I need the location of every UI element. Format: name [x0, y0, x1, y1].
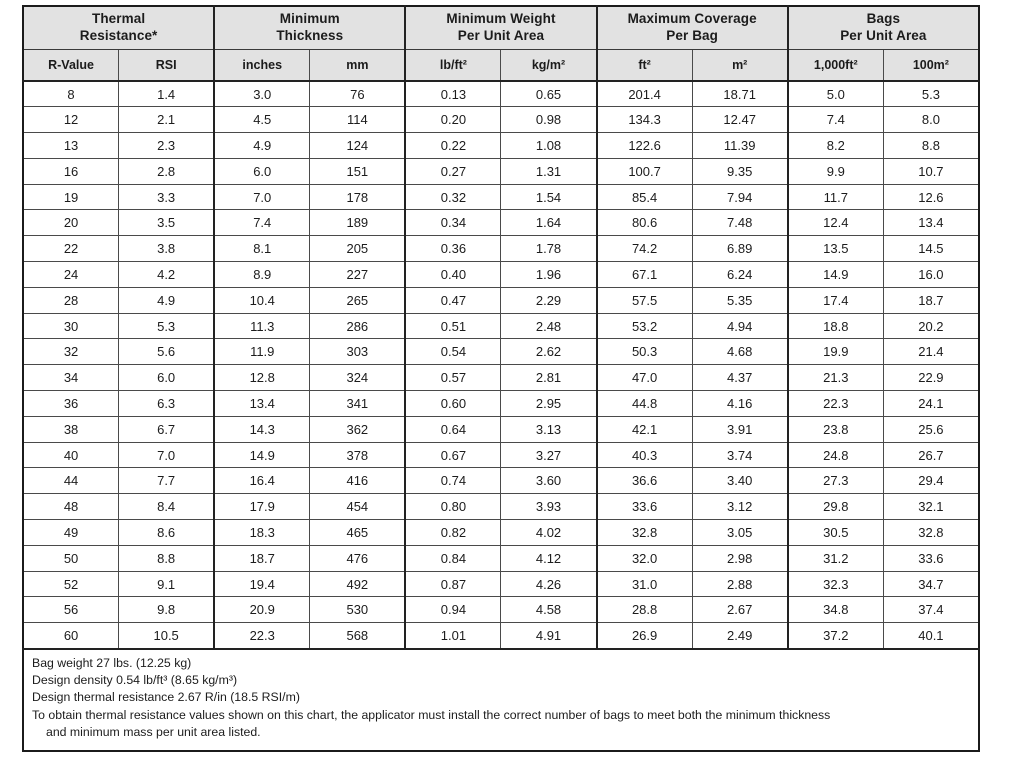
cell: 8.0 — [883, 107, 979, 133]
table-row — [23, 210, 979, 236]
cell: 4.2 — [119, 262, 215, 288]
cell: 49 — [23, 520, 119, 546]
cell: 0.13 — [405, 81, 501, 107]
cell: 4.9 — [214, 133, 310, 159]
cell: 47.0 — [597, 365, 693, 391]
cell: 0.27 — [405, 158, 501, 184]
cell: 476 — [310, 545, 406, 571]
cell: 34 — [23, 365, 119, 391]
cell: 0.34 — [405, 210, 501, 236]
cell: 1.4 — [119, 81, 215, 107]
cell: 2.62 — [501, 339, 597, 365]
cell: 0.20 — [405, 107, 501, 133]
cell: 10.7 — [883, 158, 979, 184]
cell: 2.81 — [501, 365, 597, 391]
cell: 33.6 — [883, 545, 979, 571]
cell: 9.1 — [119, 571, 215, 597]
column-group-maximum-coverage — [597, 6, 788, 49]
cell: 0.84 — [405, 545, 501, 571]
group-label-line: Minimum Weight — [446, 10, 556, 26]
group-label-line: Thermal — [91, 10, 146, 26]
cell: 40.1 — [883, 623, 979, 649]
cell: 8.8 — [883, 133, 979, 159]
column-header-1000ft2: 1,000ft² — [788, 49, 884, 81]
cell: 0.98 — [501, 107, 597, 133]
cell: 30.5 — [788, 520, 884, 546]
cell: 286 — [310, 313, 406, 339]
cell: 0.94 — [405, 597, 501, 623]
cell: 5.3 — [883, 81, 979, 107]
cell: 80.6 — [597, 210, 693, 236]
table-header — [23, 6, 979, 81]
cell: 416 — [310, 468, 406, 494]
cell: 3.93 — [501, 494, 597, 520]
cell: 6.24 — [692, 262, 788, 288]
cell: 32.8 — [883, 520, 979, 546]
cell: 4.16 — [692, 391, 788, 417]
table-row — [23, 313, 979, 339]
cell: 2.29 — [501, 287, 597, 313]
cell: 0.60 — [405, 391, 501, 417]
cell: 8.4 — [119, 494, 215, 520]
cell: 4.94 — [692, 313, 788, 339]
table-row — [23, 571, 979, 597]
table-row — [23, 442, 979, 468]
cell: 5.3 — [119, 313, 215, 339]
cell: 18.7 — [883, 287, 979, 313]
cell: 5.0 — [788, 81, 884, 107]
cell: 40 — [23, 442, 119, 468]
cell: 7.4 — [788, 107, 884, 133]
cell: 32 — [23, 339, 119, 365]
cell: 0.67 — [405, 442, 501, 468]
cell: 38 — [23, 416, 119, 442]
cell: 3.0 — [214, 81, 310, 107]
cell: 2.49 — [692, 623, 788, 649]
cell: 42.1 — [597, 416, 693, 442]
table-row — [23, 494, 979, 520]
group-label-line: Per Bag — [666, 27, 719, 43]
cell: 3.60 — [501, 468, 597, 494]
cell: 3.3 — [119, 184, 215, 210]
cell: 53.2 — [597, 313, 693, 339]
cell: 40.3 — [597, 442, 693, 468]
table-row — [23, 520, 979, 546]
cell: 6.89 — [692, 236, 788, 262]
cell: 2.95 — [501, 391, 597, 417]
table-row — [23, 133, 979, 159]
cell: 22.9 — [883, 365, 979, 391]
cell: 122.6 — [597, 133, 693, 159]
column-group-bags-per-unit-area — [788, 6, 979, 49]
cell: 341 — [310, 391, 406, 417]
cell: 31.0 — [597, 571, 693, 597]
cell: 100.7 — [597, 158, 693, 184]
cell: 57.5 — [597, 287, 693, 313]
cell: 3.91 — [692, 416, 788, 442]
cell: 24 — [23, 262, 119, 288]
cell: 4.91 — [501, 623, 597, 649]
cell: 37.2 — [788, 623, 884, 649]
cell: 56 — [23, 597, 119, 623]
cell: 24.8 — [788, 442, 884, 468]
cell: 1.54 — [501, 184, 597, 210]
table-row — [23, 184, 979, 210]
group-label-line: Thickness — [276, 27, 344, 43]
table-row — [23, 81, 979, 107]
cell: 17.4 — [788, 287, 884, 313]
cell: 0.74 — [405, 468, 501, 494]
cell: 3.8 — [119, 236, 215, 262]
cell: 6.0 — [214, 158, 310, 184]
cell: 8.9 — [214, 262, 310, 288]
cell: 4.9 — [119, 287, 215, 313]
cell: 530 — [310, 597, 406, 623]
cell: 492 — [310, 571, 406, 597]
cell: 8 — [23, 81, 119, 107]
cell: 36.6 — [597, 468, 693, 494]
cell: 14.9 — [788, 262, 884, 288]
column-header-rsi: RSI — [119, 49, 215, 81]
cell: 12.8 — [214, 365, 310, 391]
table-row — [23, 545, 979, 571]
cell: 6.7 — [119, 416, 215, 442]
cell: 134.3 — [597, 107, 693, 133]
table-row — [23, 158, 979, 184]
footnote-design-density: Design density 0.54 lb/ft³ (8.65 kg/m³) — [32, 672, 238, 687]
cell: 34.8 — [788, 597, 884, 623]
cell: 3.12 — [692, 494, 788, 520]
cell: 3.05 — [692, 520, 788, 546]
cell: 265 — [310, 287, 406, 313]
cell: 0.82 — [405, 520, 501, 546]
cell: 14.5 — [883, 236, 979, 262]
cell: 18.3 — [214, 520, 310, 546]
group-label-line: Maximum Coverage — [627, 10, 757, 26]
group-label-line: Minimum — [279, 10, 340, 26]
table-row — [23, 391, 979, 417]
cell: 5.6 — [119, 339, 215, 365]
column-header-ft2: ft² — [597, 49, 693, 81]
cell: 3.74 — [692, 442, 788, 468]
cell: 7.7 — [119, 468, 215, 494]
cell: 4.68 — [692, 339, 788, 365]
cell: 1.08 — [501, 133, 597, 159]
cell: 13 — [23, 133, 119, 159]
table-subheader-row — [23, 49, 979, 81]
cell: 0.32 — [405, 184, 501, 210]
table-row — [23, 623, 979, 649]
cell: 6.0 — [119, 365, 215, 391]
cell: 44 — [23, 468, 119, 494]
footnote-design-resistance: Design thermal resistance 2.67 R/in (18.5 RSI/m) — [32, 690, 300, 705]
cell: 2.8 — [119, 158, 215, 184]
group-label-line: Per Unit Area — [457, 27, 545, 43]
cell: 3.13 — [501, 416, 597, 442]
cell: 227 — [310, 262, 406, 288]
cell: 22 — [23, 236, 119, 262]
cell: 19 — [23, 184, 119, 210]
cell: 36 — [23, 391, 119, 417]
cell: 13.4 — [214, 391, 310, 417]
cell: 28.8 — [597, 597, 693, 623]
cell: 2.3 — [119, 133, 215, 159]
table-row — [23, 416, 979, 442]
column-group-minimum-weight — [405, 6, 596, 49]
cell: 10.5 — [119, 623, 215, 649]
table-row — [23, 236, 979, 262]
cell: 8.8 — [119, 545, 215, 571]
cell: 30 — [23, 313, 119, 339]
group-label-line: Resistance* — [79, 27, 158, 43]
cell: 11.9 — [214, 339, 310, 365]
table-row — [23, 365, 979, 391]
table-row — [23, 262, 979, 288]
column-header-inches: inches — [214, 49, 310, 81]
cell: 11.7 — [788, 184, 884, 210]
cell: 1.96 — [501, 262, 597, 288]
cell: 19.4 — [214, 571, 310, 597]
cell: 7.4 — [214, 210, 310, 236]
cell: 31.2 — [788, 545, 884, 571]
cell: 3.5 — [119, 210, 215, 236]
cell: 0.80 — [405, 494, 501, 520]
cell: 20.9 — [214, 597, 310, 623]
cell: 21.4 — [883, 339, 979, 365]
column-header-kg-m2: kg/m² — [501, 49, 597, 81]
cell: 465 — [310, 520, 406, 546]
cell: 16.4 — [214, 468, 310, 494]
cell: 568 — [310, 623, 406, 649]
cell: 4.02 — [501, 520, 597, 546]
cell: 9.8 — [119, 597, 215, 623]
cell: 3.27 — [501, 442, 597, 468]
cell: 7.48 — [692, 210, 788, 236]
cell: 0.54 — [405, 339, 501, 365]
cell: 3.40 — [692, 468, 788, 494]
table-row — [23, 107, 979, 133]
cell: 11.3 — [214, 313, 310, 339]
footnotes-cell — [23, 649, 979, 751]
cell: 85.4 — [597, 184, 693, 210]
cell: 18.71 — [692, 81, 788, 107]
cell: 9.9 — [788, 158, 884, 184]
table-row — [23, 287, 979, 313]
column-header-lb-ft2: lb/ft² — [405, 49, 501, 81]
footnote-instruction-line2: and minimum mass per unit area listed. — [46, 725, 261, 740]
cell: 44.8 — [597, 391, 693, 417]
cell: 303 — [310, 339, 406, 365]
group-label-line: Bags — [866, 10, 901, 26]
cell: 19.9 — [788, 339, 884, 365]
footnote-instruction-line1: To obtain thermal resistance values shown on this chart, the applicator must install the correct number of bags to meet both the minimum thickness — [32, 707, 831, 722]
cell: 189 — [310, 210, 406, 236]
column-header-100m2: 100m² — [883, 49, 979, 81]
column-group-thermal-resistance — [23, 6, 214, 49]
cell: 26.7 — [883, 442, 979, 468]
cell: 1.78 — [501, 236, 597, 262]
column-header-mm: mm — [310, 49, 406, 81]
cell: 22.3 — [788, 391, 884, 417]
cell: 7.0 — [214, 184, 310, 210]
cell: 67.1 — [597, 262, 693, 288]
cell: 5.35 — [692, 287, 788, 313]
cell: 0.47 — [405, 287, 501, 313]
cell: 1.31 — [501, 158, 597, 184]
cell: 16.0 — [883, 262, 979, 288]
cell: 0.36 — [405, 236, 501, 262]
cell: 0.40 — [405, 262, 501, 288]
cell: 324 — [310, 365, 406, 391]
cell: 4.58 — [501, 597, 597, 623]
cell: 201.4 — [597, 81, 693, 107]
cell: 37.4 — [883, 597, 979, 623]
cell: 0.51 — [405, 313, 501, 339]
cell: 0.57 — [405, 365, 501, 391]
cell: 12.6 — [883, 184, 979, 210]
coverage-table — [22, 5, 980, 752]
cell: 2.88 — [692, 571, 788, 597]
cell: 2.98 — [692, 545, 788, 571]
column-header-m2: m² — [692, 49, 788, 81]
cell: 114 — [310, 107, 406, 133]
cell: 8.2 — [788, 133, 884, 159]
cell: 4.12 — [501, 545, 597, 571]
cell: 17.9 — [214, 494, 310, 520]
cell: 24.1 — [883, 391, 979, 417]
cell: 28 — [23, 287, 119, 313]
cell: 4.37 — [692, 365, 788, 391]
cell: 34.7 — [883, 571, 979, 597]
cell: 27.3 — [788, 468, 884, 494]
cell: 14.3 — [214, 416, 310, 442]
cell: 454 — [310, 494, 406, 520]
cell: 22.3 — [214, 623, 310, 649]
cell: 18.7 — [214, 545, 310, 571]
cell: 124 — [310, 133, 406, 159]
cell: 76 — [310, 81, 406, 107]
cell: 178 — [310, 184, 406, 210]
cell: 60 — [23, 623, 119, 649]
footnote-bag-weight: Bag weight 27 lbs. (12.25 kg) — [32, 655, 192, 670]
cell: 13.5 — [788, 236, 884, 262]
cell: 1.64 — [501, 210, 597, 236]
cell: 7.94 — [692, 184, 788, 210]
cell: 7.0 — [119, 442, 215, 468]
cell: 50 — [23, 545, 119, 571]
table-row — [23, 597, 979, 623]
cell: 20 — [23, 210, 119, 236]
cell: 151 — [310, 158, 406, 184]
cell: 4.26 — [501, 571, 597, 597]
cell: 0.65 — [501, 81, 597, 107]
table-header-group-row — [23, 6, 979, 49]
table-row — [23, 468, 979, 494]
cell: 16 — [23, 158, 119, 184]
cell: 2.67 — [692, 597, 788, 623]
column-header-r-value: R-Value — [23, 49, 119, 81]
cell: 13.4 — [883, 210, 979, 236]
cell: 6.3 — [119, 391, 215, 417]
cell: 12 — [23, 107, 119, 133]
cell: 32.8 — [597, 520, 693, 546]
column-group-minimum-thickness — [214, 6, 405, 49]
cell: 205 — [310, 236, 406, 262]
cell: 0.87 — [405, 571, 501, 597]
cell: 12.47 — [692, 107, 788, 133]
cell: 8.1 — [214, 236, 310, 262]
cell: 8.6 — [119, 520, 215, 546]
cell: 32.0 — [597, 545, 693, 571]
table-footer — [23, 649, 979, 751]
cell: 50.3 — [597, 339, 693, 365]
cell: 0.22 — [405, 133, 501, 159]
cell: 18.8 — [788, 313, 884, 339]
table-row — [23, 339, 979, 365]
cell: 12.4 — [788, 210, 884, 236]
cell: 52 — [23, 571, 119, 597]
cell: 32.3 — [788, 571, 884, 597]
cell: 0.64 — [405, 416, 501, 442]
footnotes-row — [23, 649, 979, 751]
cell: 29.4 — [883, 468, 979, 494]
cell: 378 — [310, 442, 406, 468]
group-label-line: Per Unit Area — [840, 27, 927, 43]
cell: 10.4 — [214, 287, 310, 313]
cell: 2.1 — [119, 107, 215, 133]
cell: 4.5 — [214, 107, 310, 133]
cell: 48 — [23, 494, 119, 520]
cell: 23.8 — [788, 416, 884, 442]
table-body — [23, 81, 979, 649]
cell: 74.2 — [597, 236, 693, 262]
cell: 21.3 — [788, 365, 884, 391]
cell: 1.01 — [405, 623, 501, 649]
cell: 26.9 — [597, 623, 693, 649]
cell: 11.39 — [692, 133, 788, 159]
cell: 32.1 — [883, 494, 979, 520]
cell: 29.8 — [788, 494, 884, 520]
cell: 20.2 — [883, 313, 979, 339]
cell: 9.35 — [692, 158, 788, 184]
cell: 33.6 — [597, 494, 693, 520]
cell: 14.9 — [214, 442, 310, 468]
cell: 2.48 — [501, 313, 597, 339]
cell: 362 — [310, 416, 406, 442]
cell: 25.6 — [883, 416, 979, 442]
